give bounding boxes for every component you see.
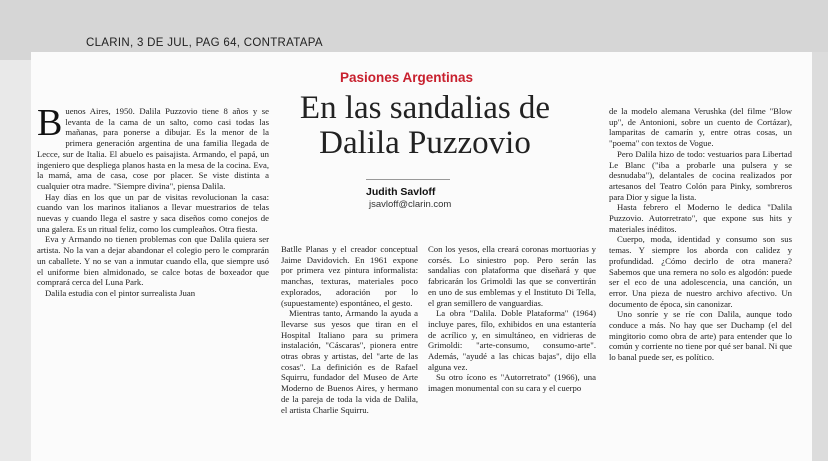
section-title: Pasiones Argentinas [340, 70, 474, 85]
headline-line-2: Dalila Puzzovio [319, 125, 531, 161]
headline [285, 91, 565, 161]
headline-line-1: En las sandalias de [299, 90, 551, 126]
paragraph: Eva y Armando no tienen problemas con que Dalila quiera ser artista. No la van a dejar abandonar el colegio pero le comprarán un caballete. Y no se van a inmutar cuando ella, que siempre usó el uniforme bien almidonado, se calce botas de boxeador que comprará cerca del Luna Park. [37, 234, 269, 288]
paragraph: Hasta febrero el Moderno le dedica "Dalila Puzzovio. Autorretrato", que expone sus hits y materiales inéditos. [609, 202, 792, 234]
article-column-2 [281, 244, 418, 415]
paragraph: Hay días en los que un par de visitas revolucionan la casa: cuando van los marinos italianos a llevar muestrarios de telas nuevas y cuando llega el sastre y saca diseños como conejos de una galera. Es un ritual feliz, como los cumpleaños. Otra fiesta. [37, 191, 269, 234]
article-column-4 [609, 106, 792, 363]
paragraph: de la modelo alemana Verushka (del filme "Blow up", de Antonioni, sobre un cuento de Cortázar), lamparitas de camarín y, entre otras cosas, un "poema" con textos de Vogue. [609, 106, 792, 149]
paragraph: Uno sonríe y se ríe con Dalila, aunque todo conduce a más. No hay que ser Duchamp (el del mingitorio como obra de arte) para entender que lo común y corriente no tiene por qué ser banal. Ni que lo banal puede ser, es político. [609, 309, 792, 363]
paragraph: Dalila estudia con el pintor surrealista Juan [45, 287, 196, 298]
drop-cap: B [37, 102, 63, 144]
byline-email: jsavloff@clarin.com [369, 199, 452, 210]
clipping-source-label: CLARIN, 3 DE JUL, PAG 64, CONTRATAPA [86, 37, 323, 49]
paragraph: La obra "Dalila. Doble Plataforma" (1964) incluye pares, fílo, exhibidos en una estantería de acrílico y, en simultáneo, en vidrieras de Grimoldi: "arte-consumo, consumo-arte". Además, "ayudé a las chicas bajas", dijo ella alguna vez. [428, 308, 596, 372]
clipping-header [0, 0, 828, 60]
byline-rule [366, 179, 450, 180]
paragraph: Con los yesos, ella creará coronas mortuorias y corsés. Lo siniestro pop. Pero serán las sandalias con plataforma que diseñará y que fabricarán los Grimoldi las que se convertirán en uno de sus emblemas y el Instituto Di Tella, el gran semillero de vanguardias. [428, 244, 596, 308]
byline-author: Judith Savloff [366, 186, 436, 198]
paragraph: Pero Dalila hizo de todo: vestuarios para Libertad Le Blanc ("iba a probarle una pulsera y se desnudaba"), delantales de cocina realizados por artesanos del Teatro Colón para Pinky, sombreros para Dior y sigue la lista. [609, 148, 792, 202]
page-edge [812, 52, 828, 461]
paragraph: Mientras tanto, Armando la ayuda a llevarse sus yesos que tiran en el Hospital Italiano para su primera instalación, "Cáscaras", pionera entre otras obras y artistas, del "arte de las cosas". La definición es de Rafael Squirru, fundador del Museo de Arte Moderno de Buenos Aires, y hermano de la pareja de toda la vida de Dalila, el artista Charlie Squirru. [281, 308, 418, 415]
paragraph: Cuerpo, moda, identidad y consumo son sus temas. Y siempre los aborda con calidez y profundidad. ¿Cómo decirlo de otra manera? Sabemos que una remera no solo es algodón: puede ser el eco de una adolescencia, una canción, un error. Una pieza de nuestro archivo afectivo. Un documento de época, sin canonizar. [609, 234, 792, 309]
article-column-1 [37, 102, 269, 299]
paragraph: Buenos Aires, 1950. Dalila Puzzovio tiene 8 años y se levanta de la cama de un salto, como casi todas las mañanas, para ponerse a dibujar. Es la menor de la primera generación argentina de una familia llegada de Lecce, sur de Italia. El abuelo es paisajista. Armando, el papá, un ingeniero que despliega planos hasta en la mesa de la cocina. Eva, la mamá, ama de casa, cose por placer. Se viste distinta a cualquier otra madre. "Siempre divina", piensa Dalila. [37, 102, 269, 191]
paragraph: Batlle Planas y el creador conceptual Jaime Davidovich. En 1961 expone por primera vez pintura informalista: manchas, texturas, materiales poco explorados, adoración por lo (supuestamente) espontáneo, el gesto. [281, 244, 418, 308]
article-column-3 [428, 244, 596, 394]
paragraph: Su otro ícono es "Autorretrato" (1966), una imagen monumental con su cara y el cuerpo [428, 372, 596, 394]
